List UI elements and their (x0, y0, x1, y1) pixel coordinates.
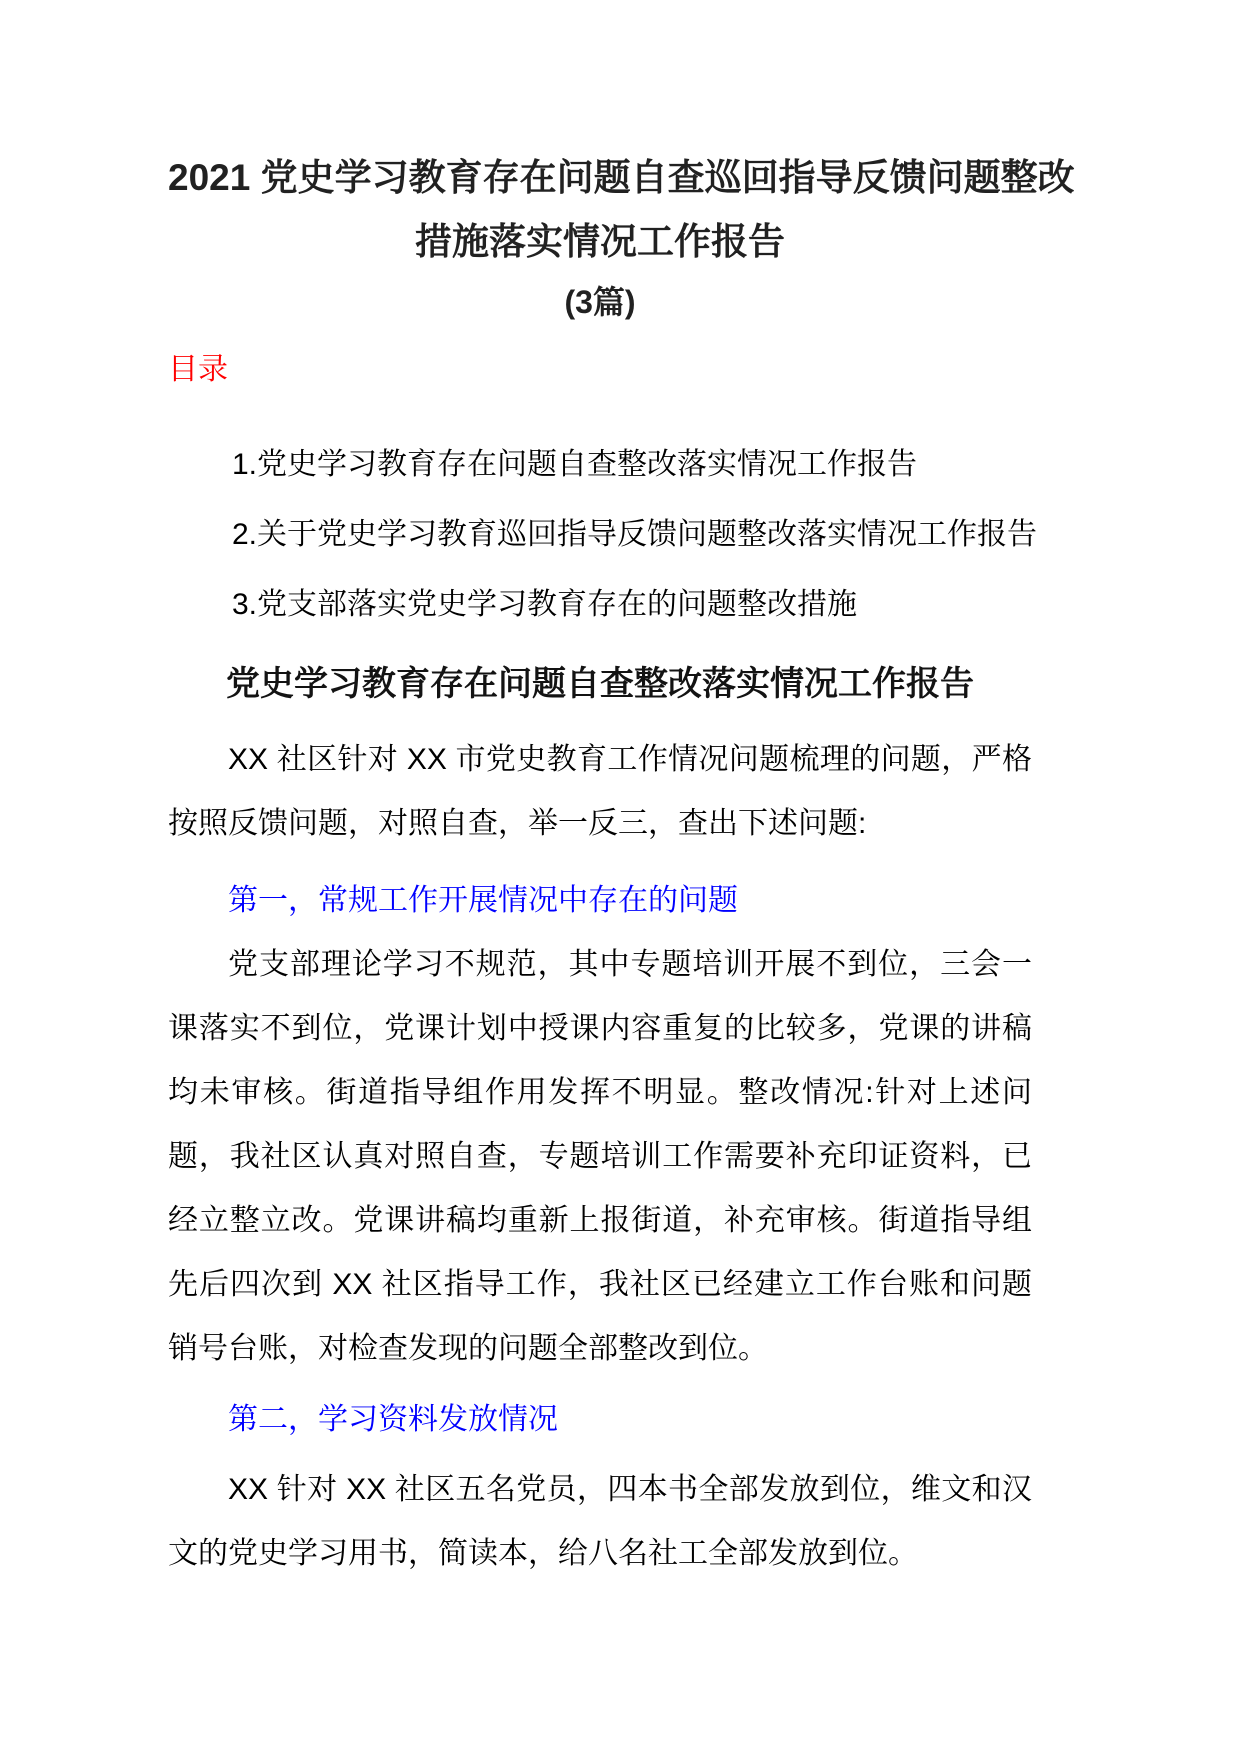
document-title-line-2: 措施落实情况工作报告 (415, 221, 785, 262)
document-subtitle: (3篇) (564, 284, 636, 320)
toc-item-2: 2.关于党史学习教育巡回指导反馈问题整改落实情况工作报告 (232, 518, 1038, 551)
toc-item-1: 1.党史学习教育存在问题自查整改落实情况工作报告 (232, 448, 918, 481)
section-1-intro-paragraph: XX 社区针对 XX 市党史教育工作情况问题梳理的问题，严格按照反馈问题，对照自查，举一反三，查出下述问题: (168, 743, 1032, 840)
section-1-subheading-1: 第一，常规工作开展情况中存在的问题 (228, 884, 738, 917)
toc-list (168, 430, 1038, 640)
document-title (168, 146, 1075, 274)
section-1-body-paragraph-1: 党支部理论学习不规范，其中专题培训开展不到位，三会一课落实不到位，党课计划中授课内容重复的比较多，党课的讲稿均未审核。街道指导组作用发挥不明显。整改情况:针对上述问题，我社区认真对照自查，专题培训工作需要补充印证资料，已经立整立改。党课讲稿均重新上报街道，补充审核。街道指导组先后四次到 XX 社区指导工作，我社区已经建立工作台账和问题销号台账，对检查发现的问题全部整改到位。 (168, 948, 1032, 1365)
document-title-line-1: 2021 党史学习教育存在问题自查巡回指导反馈问题整改 (168, 157, 1075, 198)
section-1-subheading-2: 第二，学习资料发放情况 (228, 1403, 558, 1436)
toc-label: 目录 (168, 353, 228, 386)
section-1-body-paragraph-2: XX 针对 XX 社区五名党员，四本书全部发放到位，维文和汉文的党史学习用书，简读本，给八名社工全部发放到位。 (168, 1473, 1032, 1570)
toc-item-3: 3.党支部落实党史学习教育存在的问题整改措施 (232, 588, 858, 621)
section-1-heading: 党史学习教育存在问题自查整改落实情况工作报告 (226, 665, 974, 703)
